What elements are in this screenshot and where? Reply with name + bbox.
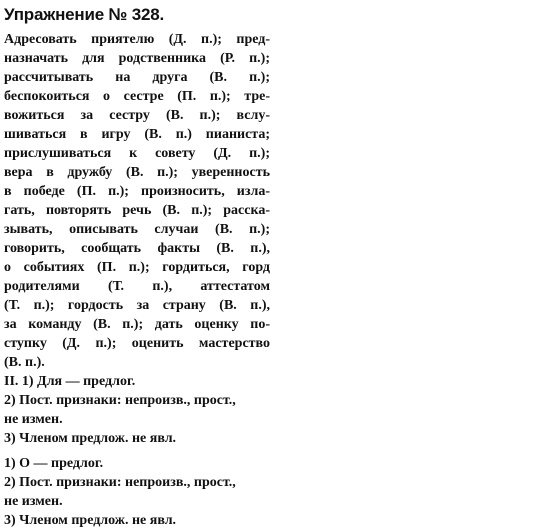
exercise-page	[4, 0, 270, 530]
analysis-line: 2) Пост. признаки: непроизв., прост.,	[4, 475, 236, 490]
analysis-line: 1) О — предлог.	[4, 456, 104, 471]
text-line: ступку (Д. п.); оценить мастерство	[4, 336, 270, 351]
text-line: рассчитывать на друга (В. п.);	[4, 70, 270, 85]
text-line: вера в дружбу (В. п.); уверенность	[4, 165, 270, 180]
analysis-line: не измен.	[4, 412, 63, 427]
analysis-line: II. 1) Для — предлог.	[4, 374, 136, 389]
analysis-section-1	[4, 372, 270, 448]
exercise-main-text	[4, 30, 270, 372]
text-line: прислушиваться к совету (Д. п.);	[4, 146, 270, 161]
text-line: зывать, описывать случаи (В. п.);	[4, 222, 270, 237]
text-line: шиваться в игру (В. п.) пианиста;	[4, 127, 270, 142]
text-line: вожиться за сестру (В. п.); вслу-	[4, 108, 270, 123]
analysis-line: 2) Пост. признаки: непроизв., прост.,	[4, 393, 236, 408]
text-line: Адресовать приятелю (Д. п.); пред-	[4, 32, 270, 47]
text-line: назначать для родственника (Р. п.);	[4, 51, 270, 66]
text-line: в победе (П. п.); произносить, изла-	[4, 184, 270, 199]
analysis-section-2	[4, 454, 270, 530]
text-line: говорить, сообщать факты (В. п.),	[4, 241, 270, 256]
analysis-line: не измен.	[4, 494, 63, 509]
text-line: родителями (Т. п.), аттестатом	[4, 279, 270, 294]
analysis-line: 3) Членом предлож. не явл.	[4, 431, 177, 446]
text-line: о событиях (П. п.); гордиться, горд	[4, 260, 270, 275]
exercise-title: Упражнение № 328.	[4, 5, 165, 24]
text-line: (В. п.).	[4, 355, 45, 370]
text-line: (Т. п.); гордость за страну (В. п.),	[4, 298, 270, 313]
text-line: гать, повторять речь (В. п.); расска-	[4, 203, 270, 218]
text-line: за команду (В. п.); дать оценку по-	[4, 317, 270, 332]
analysis-line: 3) Членом предлож. не явл.	[4, 513, 177, 528]
text-line: беспокоиться о сестре (П. п.); тре-	[4, 89, 270, 104]
